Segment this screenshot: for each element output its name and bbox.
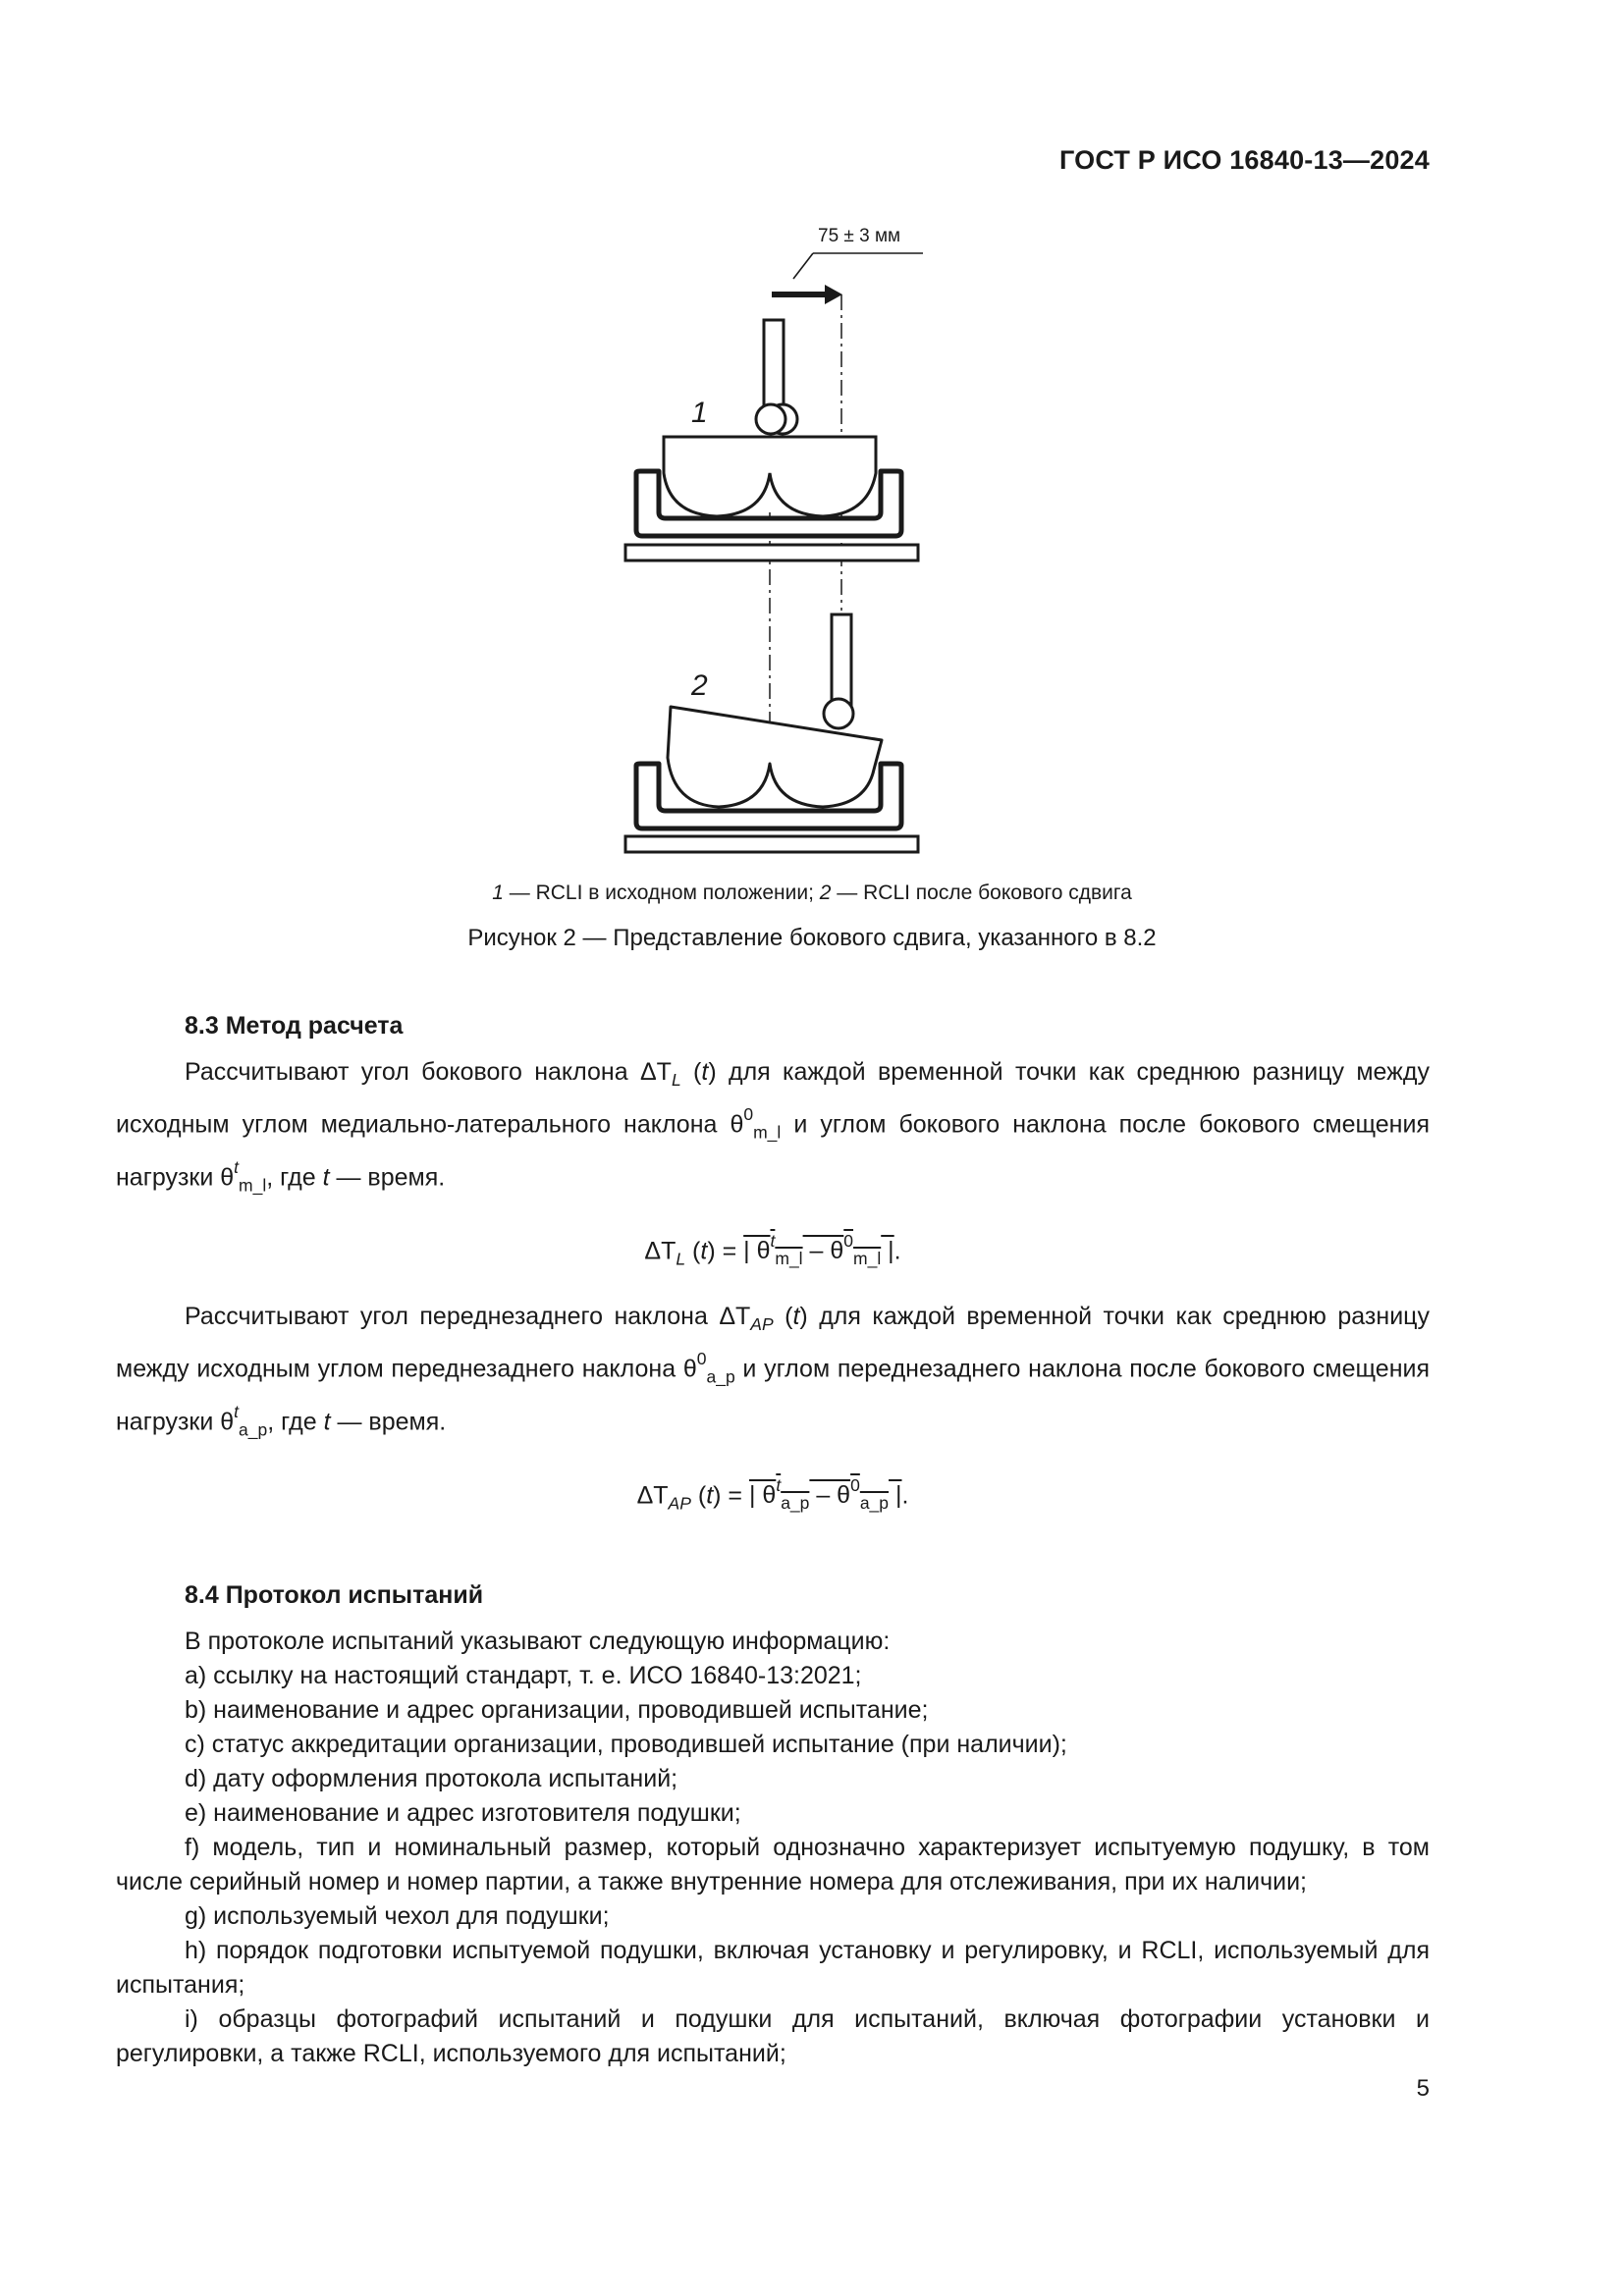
italic-var: t — [701, 1058, 709, 1086]
list-item: e) наименование и адрес изготовителя подушки; — [185, 1798, 741, 1827]
italic-var: t — [792, 1303, 800, 1331]
list-item: f) модель, тип и номинальный размер, который однозначно характеризует испытуемую подушку, в том числе серийный номер и номер партии, а также внутренние номера для отслеживания, при их наличии; — [116, 1833, 1430, 1896]
formula-part: | — [889, 1481, 902, 1510]
superscript: t — [776, 1475, 782, 1496]
paragraph-lateral-tilt — [116, 1055, 1430, 1202]
subscript: L — [671, 1070, 681, 1091]
subscript: a_p — [781, 1493, 810, 1514]
list-item: g) используемый чехол для подушки; — [185, 1901, 610, 1930]
page-number: 5 — [1416, 2075, 1430, 2102]
superscript: t — [234, 1156, 240, 1177]
superscript: t — [234, 1401, 240, 1421]
legend-text-1: — RCLI в исходном положении; — [503, 881, 820, 904]
formula-part: ΔT — [644, 1237, 677, 1265]
formula-part: | θ — [743, 1237, 771, 1265]
subscript: m_l — [853, 1249, 882, 1269]
page-content — [116, 1009, 1430, 2071]
formula-part: . — [893, 1237, 901, 1265]
text-run: — время. — [329, 1162, 446, 1191]
superscript: 0 — [850, 1475, 860, 1496]
list-item: b) наименование и адрес организации, проводившей испытание; — [185, 1695, 929, 1724]
base-plate-2 — [625, 836, 918, 852]
text-run: ( — [680, 1058, 702, 1086]
marker-2: 2 — [691, 669, 708, 702]
base-plate-1 — [625, 545, 918, 561]
subscript: AP — [750, 1314, 774, 1335]
legend-text-2: — RCLI после бокового сдвига — [831, 881, 1132, 904]
cushion-1 — [636, 437, 901, 536]
italic-var: t — [323, 1408, 331, 1435]
dimension-leader-diagonal — [793, 253, 813, 279]
formula-part: ) = — [707, 1237, 744, 1265]
formula-part: . — [901, 1481, 909, 1510]
marker-1: 1 — [691, 397, 708, 429]
text-run: Рассчитывают угол переднезаднего наклона ΔT — [185, 1303, 751, 1331]
formula-part: ) = — [713, 1481, 749, 1510]
text-run: , где — [267, 1408, 324, 1435]
formula-part: | θ — [748, 1481, 777, 1510]
italic-var: t — [322, 1162, 330, 1191]
subscript: m_l — [239, 1174, 267, 1195]
shift-arrow-head — [825, 285, 842, 304]
subscript: m_l — [775, 1249, 803, 1269]
formula-part: – θ — [802, 1237, 844, 1265]
italic-var: t — [700, 1237, 708, 1265]
cushion-2 — [636, 707, 901, 828]
legend-num-2: 2 — [819, 881, 832, 904]
formula-part: – θ — [809, 1481, 851, 1510]
list-item: d) дату оформления протокола испытаний; — [185, 1764, 678, 1792]
text-run: — время. — [330, 1408, 447, 1435]
paragraph-ap-tilt — [116, 1300, 1430, 1447]
text-run: ) для каждой временной точки как среднюю разницу между исходным углом медиально-латерального наклона θ — [116, 1058, 1430, 1139]
subscript: a_p — [706, 1366, 735, 1387]
report-intro: В протоколе испытаний указывают следующую информацию: — [185, 1627, 891, 1655]
text-run: и углом переднезаднего наклона после бокового смещения нагрузки θ — [116, 1355, 1430, 1435]
section-title-8-4: 8.4 Протокол испытаний — [185, 1580, 484, 1609]
subscript: a_p — [859, 1493, 890, 1514]
page-header: ГОСТ Р ИСО 16840-13—2024 — [1059, 145, 1430, 175]
formula-part: ( — [690, 1481, 707, 1510]
lateral-shift-figure — [609, 218, 933, 856]
list-item: h) порядок подготовки испытуемой подушки, включая установку и регулировку, и RCLI, используемый для испытания; — [116, 1936, 1430, 1999]
section-title-8-3: 8.3 Метод расчета — [185, 1012, 404, 1040]
rcli-after-shift — [824, 614, 853, 728]
superscript: 0 — [696, 1349, 707, 1369]
formula-part: ( — [685, 1237, 701, 1265]
text-run: , где — [266, 1162, 323, 1191]
mean-overline — [748, 1475, 902, 1514]
section-gap — [116, 1545, 1430, 1578]
formula-delta-tap — [116, 1468, 1430, 1521]
text-run: ( — [773, 1303, 793, 1331]
superscript: 0 — [843, 1230, 854, 1251]
figure-caption: Рисунок 2 — Представление бокового сдвига, указанного в 8.2 — [467, 925, 1157, 951]
formula-delta-tl — [116, 1224, 1430, 1276]
subscript: AP — [668, 1493, 691, 1514]
mean-overline — [743, 1230, 894, 1269]
list-item: c) статус аккредитации организации, проводившей испытание (при наличии); — [185, 1730, 1067, 1758]
text-run: и углом бокового наклона после бокового смещения нагрузки θ — [116, 1110, 1430, 1191]
figure-legend — [0, 881, 1624, 905]
formula-part: | — [881, 1237, 894, 1265]
subscript: a_p — [239, 1419, 268, 1440]
rcli-original-position — [756, 320, 797, 434]
italic-var: t — [706, 1481, 714, 1510]
subscript: m_l — [753, 1122, 782, 1143]
superscript: 0 — [743, 1104, 754, 1125]
text-run: Рассчитывают угол бокового наклона ΔT — [185, 1058, 672, 1086]
list-item: a) ссылку на настоящий стандарт, т. е. ИСО 16840-13:2021; — [185, 1661, 862, 1689]
superscript: t — [770, 1230, 776, 1251]
text-run: ) для каждой временной точки как среднюю разницу между исходным углом переднезаднего наклона θ — [116, 1303, 1430, 1383]
list-item: i) образцы фотографий испытаний и подушки для испытаний, включая фотографии установки и регулировки, а также RCLI, используемого для испытаний; — [116, 2004, 1430, 2067]
subscript: L — [676, 1249, 686, 1269]
formula-part: ΔT — [636, 1481, 669, 1510]
dimension-label: 75 ± 3 мм — [818, 226, 901, 246]
legend-num-1: 1 — [492, 881, 504, 904]
